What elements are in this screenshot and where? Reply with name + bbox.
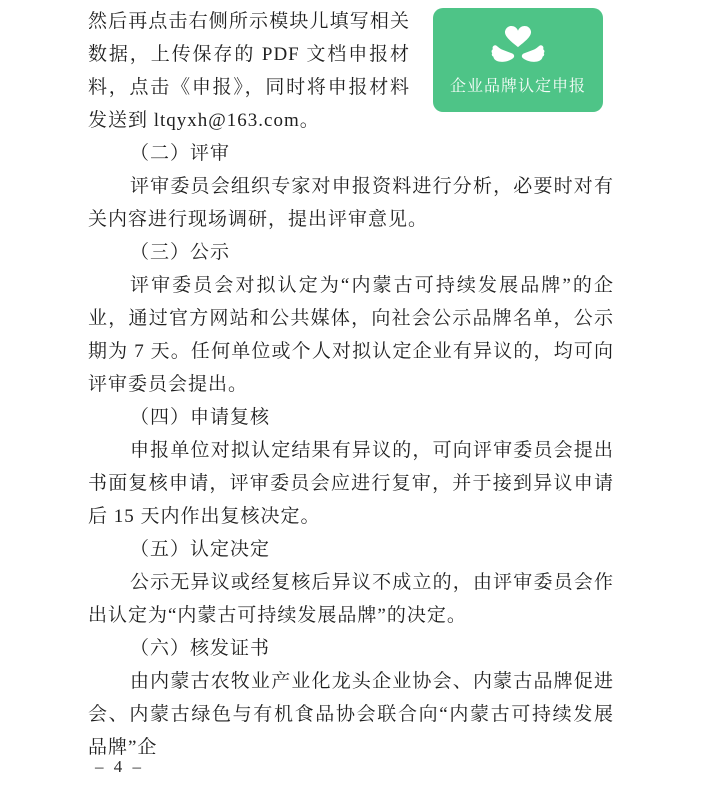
section-heading-certificate: （六）核发证书: [130, 638, 271, 659]
section-heading-recheck: （四）申请复核: [130, 407, 271, 428]
section-body-publicity: 评审委员会对拟认定为“内蒙古可持续发展品牌”的企业，通过官方网站和公共媒体，向社会公示品牌名单，公示期为 7 天。任何单位或个人对拟认定企业有异议的，均可向评审委员会提出。: [88, 275, 614, 395]
paragraph-intro-text: 然后再点击右侧所示模块儿填写相关数据，上传保存的 PDF 文档申报材料，点击《申报》，同时将申报材料发送到 ltqyxh@163.com。: [88, 11, 410, 131]
section-body-decision: 公示无异议或经复核后异议不成立的，由评审委员会作出认定为“内蒙古可持续发展品牌”的决定。: [88, 572, 614, 626]
section-body-review: 评审委员会组织专家对申报资料进行分析，必要时对有关内容进行现场调研，提出评审意见。: [88, 176, 614, 230]
section-body-recheck: 申报单位对拟认定结果有异议的，可向评审委员会提出书面复核申请，评审委员会应进行复审，并于接到异议申请后 15 天内作出复核决定。: [88, 440, 614, 527]
hands-heart-icon: [489, 21, 547, 65]
page-number: – 4 –: [95, 757, 144, 776]
section-heading-publicity: （三）公示: [130, 242, 231, 263]
brand-application-badge[interactable]: [433, 8, 603, 112]
section-body-certificate: 由内蒙古农牧业产业化龙头企业协会、内蒙古品牌促进会、内蒙古绿色与有机食品协会联合向“内蒙古可持续发展品牌”企: [88, 671, 614, 758]
section-heading-decision: （五）认定决定: [130, 539, 271, 560]
badge-label: 企业品牌认定申报: [449, 78, 586, 95]
document-content: [88, 5, 614, 764]
section-heading-review: （二）评审: [130, 143, 231, 164]
paragraph-intro: [88, 5, 614, 137]
